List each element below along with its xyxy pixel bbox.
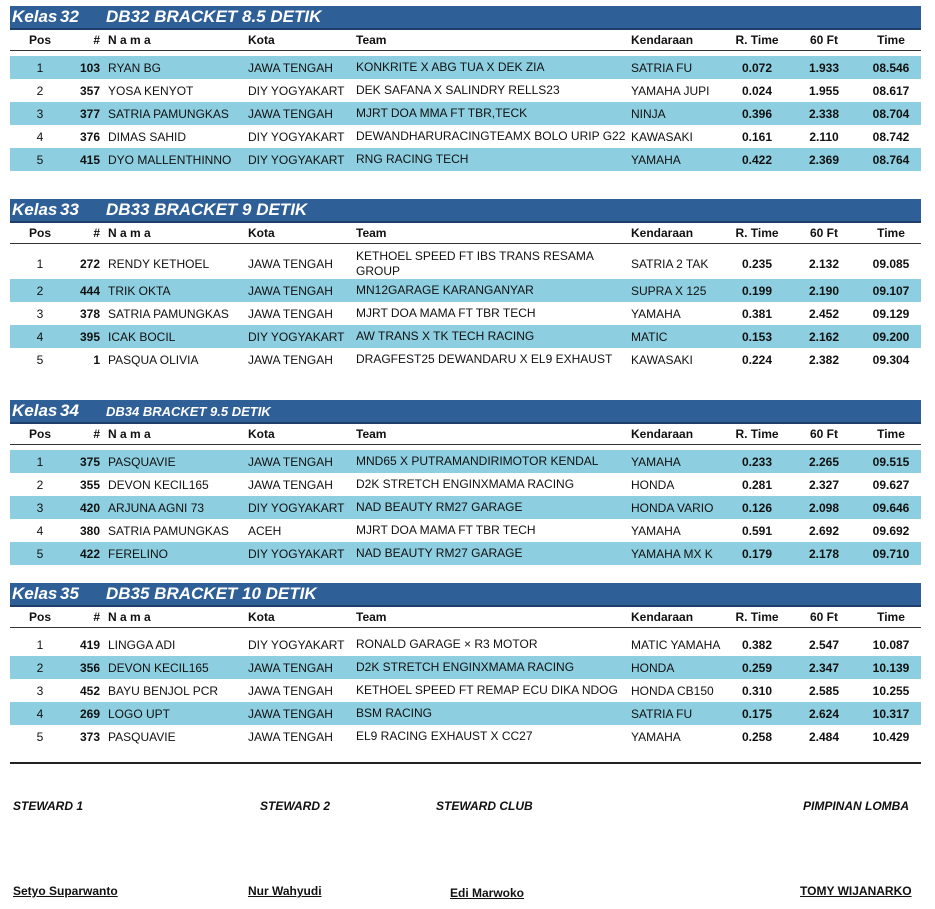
cell-pos: 2 — [36, 283, 44, 298]
signature-name-steward-2: Nur Wahyudi — [248, 884, 322, 898]
cell-tm: 09.085 — [872, 257, 910, 271]
column-header-team: Team — [356, 225, 387, 240]
cell-rt: 0.258 — [741, 729, 773, 744]
cell-pos: 4 — [36, 706, 44, 721]
cell-num: 356 — [79, 660, 100, 675]
signature-name-steward-club: Edi Marwoko — [450, 886, 525, 900]
column-header-rt: R. Time — [735, 610, 779, 624]
cell-rt: 0.175 — [741, 706, 773, 721]
column-header-nama: N a m a — [108, 226, 151, 240]
cell-num: 272 — [79, 257, 100, 271]
kelas-number: 35 — [60, 584, 79, 603]
cell-num: 444 — [79, 283, 100, 298]
cell-pos: 3 — [36, 106, 44, 121]
cell-kota: JAWA TENGAH — [248, 257, 333, 271]
cell-rt: 0.281 — [741, 477, 773, 492]
table-row — [10, 79, 921, 102]
kelas-number: 33 — [60, 200, 79, 219]
table-header — [10, 424, 921, 445]
cell-num: 269 — [79, 706, 100, 721]
table-row — [10, 473, 921, 496]
cell-nama: RYAN BG — [108, 60, 161, 75]
cell-rt: 0.310 — [741, 683, 773, 698]
cell-ft: 1.933 — [808, 60, 840, 75]
kelas-label: Kelas — [12, 584, 58, 603]
cell-kota: DIY YOGYAKART — [248, 129, 345, 144]
cell-tm: 09.710 — [872, 546, 910, 561]
cell-num: 378 — [79, 306, 100, 321]
table-row — [10, 56, 921, 79]
cell-team: MJRT DOA MAMA FT TBR TECH — [356, 523, 536, 537]
cell-ft: 2.162 — [808, 329, 840, 344]
cell-tm: 09.129 — [872, 306, 910, 321]
column-header-rt: R. Time — [735, 427, 779, 441]
cell-team: MND65 X PUTRAMANDIRIMOTOR KENDAL — [356, 454, 599, 468]
cell-kota: DIY YOGYAKART — [248, 637, 345, 652]
column-header-kota: Kota — [248, 427, 275, 441]
column-header-num: # — [93, 226, 100, 240]
cell-ft: 2.484 — [808, 729, 840, 744]
column-header-team: Team — [356, 426, 387, 441]
kelas-number: 32 — [60, 7, 79, 26]
cell-num: 375 — [79, 454, 100, 469]
column-header-nama: N a m a — [108, 610, 151, 624]
cell-tm: 08.742 — [872, 129, 910, 144]
cell-team: AW TRANS X TK TECH RACING — [356, 329, 535, 343]
cell-tm: 08.617 — [872, 83, 910, 98]
cell-kend: KAWASAKI — [631, 352, 693, 367]
cell-nama: FERELINO — [108, 546, 169, 561]
cell-nama: TRIK OKTA — [108, 283, 171, 298]
table-row — [10, 279, 921, 302]
cell-rt: 0.396 — [741, 106, 773, 121]
cell-tm: 08.704 — [872, 106, 910, 121]
cell-nama: SATRIA PAMUNGKAS — [108, 523, 229, 538]
cell-team: DEK SAFANA X SALINDRY RELLS23 — [356, 83, 560, 97]
class-title-bar — [10, 199, 921, 223]
cell-pos: 5 — [36, 352, 44, 367]
cell-nama: RENDY KETHOEL — [108, 257, 210, 271]
column-header-team: Team — [356, 32, 387, 47]
cell-kota: DIY YOGYAKART — [248, 500, 345, 515]
cell-kend: MATIC YAMAHA — [631, 637, 721, 652]
column-header-team: Team — [356, 609, 387, 624]
cell-rt: 0.224 — [741, 352, 773, 367]
cell-team: RONALD GARAGE × R3 MOTOR — [356, 637, 538, 651]
cell-rt: 0.072 — [741, 60, 773, 75]
column-header-num: # — [93, 427, 100, 441]
cell-rt: 0.381 — [741, 306, 773, 321]
cell-pos: 4 — [36, 129, 44, 144]
kelas-label: Kelas — [12, 7, 58, 26]
cell-ft: 2.347 — [808, 660, 840, 675]
cell-team: NAD BEAUTY RM27 GARAGE — [356, 546, 523, 560]
cell-pos: 3 — [36, 500, 44, 515]
cell-team: RNG RACING TECH — [356, 152, 469, 166]
cell-rt: 0.259 — [741, 660, 773, 675]
class-title: DB33 BRACKET 9 DETIK — [106, 200, 308, 219]
cell-team: DEWANDHARURACINGTEAMX BOLO URIP G22 — [356, 129, 626, 143]
cell-ft: 2.585 — [808, 683, 840, 698]
cell-nama: DYO MALLENTHINNO — [108, 152, 232, 167]
cell-tm: 10.429 — [872, 729, 910, 744]
cell-num: 103 — [79, 60, 100, 75]
cell-kota: JAWA TENGAH — [248, 454, 333, 469]
cell-pos: 3 — [36, 683, 44, 698]
cell-ft: 2.452 — [808, 306, 840, 321]
kelas-label: Kelas — [12, 200, 58, 219]
cell-num: 415 — [79, 152, 100, 167]
cell-tm: 10.087 — [872, 637, 910, 652]
cell-pos: 2 — [36, 660, 44, 675]
cell-team: MJRT DOA MMA FT TBR,TECK — [356, 106, 528, 120]
cell-kend: YAMAHA JUPI — [631, 83, 710, 98]
cell-pos: 1 — [36, 454, 44, 469]
cell-kota: JAWA TENGAH — [248, 683, 333, 698]
cell-num: 420 — [79, 500, 100, 515]
cell-rt: 0.382 — [741, 637, 773, 652]
cell-pos: 4 — [36, 523, 44, 538]
cell-pos: 1 — [36, 60, 44, 75]
class-section — [10, 583, 921, 748]
cell-nama: PASQUA OLIVIA — [108, 352, 199, 367]
cell-kend: NINJA — [631, 106, 666, 121]
cell-kend: YAMAHA — [631, 306, 681, 321]
cell-kend: HONDA — [631, 477, 675, 492]
table-row — [10, 725, 921, 748]
cell-pos: 5 — [36, 729, 44, 744]
column-header-pos: Pos — [28, 33, 51, 47]
cell-ft: 2.132 — [808, 257, 840, 271]
cell-kota: JAWA TENGAH — [248, 477, 333, 492]
cell-pos: 5 — [36, 152, 44, 167]
table-row — [10, 302, 921, 325]
cell-tm: 09.646 — [872, 500, 910, 515]
cell-kend: SATRIA FU — [631, 60, 693, 75]
cell-ft: 2.098 — [808, 500, 840, 515]
cell-tm: 09.304 — [872, 352, 910, 367]
kelas-label: Kelas — [12, 401, 58, 420]
table-header — [10, 223, 921, 244]
column-header-kota: Kota — [248, 33, 275, 47]
cell-num: 373 — [79, 729, 100, 744]
cell-team: BSM RACING — [356, 706, 433, 720]
cell-kend: HONDA — [631, 660, 675, 675]
cell-num: 419 — [79, 637, 100, 652]
cell-kota: JAWA TENGAH — [248, 106, 333, 121]
table-row — [10, 702, 921, 725]
cell-num: 376 — [79, 129, 100, 144]
cell-ft: 2.327 — [808, 477, 840, 492]
cell-nama: SATRIA PAMUNGKAS — [108, 306, 229, 321]
column-header-kota: Kota — [248, 610, 275, 624]
class-title: DB35 BRACKET 10 DETIK — [106, 584, 317, 603]
cell-kend: HONDA CB150 — [631, 683, 714, 698]
table-row — [10, 519, 921, 542]
cell-rt: 0.153 — [741, 329, 773, 344]
cell-ft: 2.624 — [808, 706, 840, 721]
cell-team: KONKRITE X ABG TUA X DEK ZIA — [356, 60, 545, 74]
cell-ft: 1.955 — [808, 83, 840, 98]
column-header-pos: Pos — [28, 610, 51, 624]
class-title: DB32 BRACKET 8.5 DETIK — [106, 7, 322, 26]
cell-tm: 08.764 — [872, 152, 910, 167]
cell-team: NAD BEAUTY RM27 GARAGE — [356, 500, 523, 514]
column-header-rt: R. Time — [735, 226, 779, 240]
cell-kota: JAWA TENGAH — [248, 729, 333, 744]
table-row — [10, 148, 921, 171]
column-header-nama: N a m a — [108, 427, 151, 441]
cell-num: 355 — [79, 477, 100, 492]
cell-ft: 2.178 — [808, 546, 840, 561]
cell-kota: DIY YOGYAKART — [248, 83, 345, 98]
class-title-bar — [10, 400, 921, 424]
cell-ft: 2.110 — [809, 129, 839, 144]
table-row — [10, 542, 921, 565]
cell-tm: 08.546 — [872, 60, 910, 75]
cell-pos: 4 — [36, 329, 44, 344]
cell-ft: 2.369 — [808, 152, 840, 167]
cell-kota: JAWA TENGAH — [248, 706, 333, 721]
cell-nama: DIMAS SAHID — [108, 129, 187, 144]
table-row — [10, 348, 921, 371]
table-row — [10, 450, 921, 473]
cell-team: EL9 RACING EXHAUST X CC27 — [356, 729, 533, 743]
cell-tm: 09.515 — [872, 454, 910, 469]
cell-tm: 09.200 — [872, 329, 910, 344]
class-title-bar — [10, 6, 921, 30]
cell-nama: BAYU BENJOL PCR — [108, 683, 219, 698]
table-header — [10, 30, 921, 51]
cell-pos: 3 — [36, 306, 44, 321]
column-header-nama: N a m a — [108, 33, 151, 47]
class-title: DB34 BRACKET 9.5 DETIK — [106, 403, 271, 419]
cell-nama: YOSA KENYOT — [108, 83, 194, 98]
cell-team: D2K STRETCH ENGINXMAMA RACING — [356, 660, 575, 674]
column-header-kend: Kendaraan — [631, 226, 694, 240]
cell-kota: JAWA TENGAH — [248, 352, 333, 367]
cell-nama: ICAK BOCIL — [108, 329, 176, 344]
table-row — [10, 656, 921, 679]
class-section — [10, 199, 921, 371]
cell-rt: 0.179 — [741, 546, 773, 561]
cell-pos: 2 — [36, 83, 44, 98]
cell-rt: 0.126 — [741, 500, 773, 515]
cell-rt: 0.235 — [741, 257, 773, 271]
cell-tm: 10.317 — [872, 706, 910, 721]
column-header-tm: Time — [877, 33, 905, 47]
signature-label-steward-club: STEWARD CLUB — [436, 799, 533, 813]
signature-label-pimpinan-lomba: PIMPINAN LOMBA — [803, 799, 909, 813]
cell-kend: YAMAHA — [631, 729, 681, 744]
cell-kota: ACEH — [248, 523, 282, 538]
cell-tm: 10.139 — [872, 660, 910, 675]
cell-kota: DIY YOGYAKART — [248, 329, 345, 344]
cell-tm: 10.255 — [872, 683, 910, 698]
footer-divider — [10, 762, 921, 764]
cell-kend: MATIC — [631, 329, 668, 344]
cell-nama: LINGGA ADI — [108, 637, 176, 652]
table-row — [10, 633, 921, 656]
cell-pos: 1 — [36, 637, 44, 652]
table-row — [10, 679, 921, 702]
cell-kota: JAWA TENGAH — [248, 283, 333, 298]
cell-num: 452 — [79, 683, 100, 698]
cell-nama: LOGO UPT — [108, 706, 171, 721]
cell-kota: JAWA TENGAH — [248, 60, 333, 75]
column-header-ft: 60 Ft — [809, 610, 838, 624]
cell-kend: KAWASAKI — [631, 129, 693, 144]
cell-kend: YAMAHA MX K — [631, 546, 713, 561]
cell-num: 357 — [79, 83, 100, 98]
cell-kota: JAWA TENGAH — [248, 660, 333, 675]
cell-ft: 2.382 — [808, 352, 840, 367]
cell-rt: 0.233 — [741, 454, 773, 469]
cell-rt: 0.161 — [741, 129, 773, 144]
cell-nama: SATRIA PAMUNGKAS — [108, 106, 229, 121]
column-header-pos: Pos — [28, 427, 51, 441]
column-header-kota: Kota — [248, 226, 275, 240]
cell-nama: DEVON KECIL165 — [108, 660, 209, 675]
cell-team: MN12GARAGE KARANGANYAR — [356, 283, 534, 297]
cell-ft: 2.190 — [808, 283, 840, 298]
cell-kota: JAWA TENGAH — [248, 306, 333, 321]
table-row — [10, 125, 921, 148]
table-row — [10, 496, 921, 519]
signature-label-steward-2: STEWARD 2 — [260, 799, 331, 813]
column-header-ft: 60 Ft — [809, 427, 838, 441]
column-header-tm: Time — [877, 610, 905, 624]
cell-num: 395 — [79, 329, 100, 344]
signature-name-steward-1: Setyo Suparwanto — [13, 884, 118, 898]
cell-num: 380 — [79, 523, 100, 538]
column-header-pos: Pos — [28, 226, 51, 240]
cell-kota: DIY YOGYAKART — [248, 546, 345, 561]
column-header-ft: 60 Ft — [809, 33, 838, 47]
cell-team: KETHOEL SPEED FT REMAP ECU DIKA NDOG — [356, 683, 618, 697]
cell-kend: YAMAHA — [631, 523, 681, 538]
table-row — [10, 102, 921, 125]
cell-ft: 2.338 — [808, 106, 840, 121]
cell-pos: 5 — [36, 546, 44, 561]
cell-nama: PASQUAVIE — [108, 454, 176, 469]
column-header-kend: Kendaraan — [631, 427, 694, 441]
cell-team: KETHOEL SPEED FT IBS TRANS RESAMA GROUP — [356, 249, 594, 278]
column-header-kend: Kendaraan — [631, 610, 694, 624]
cell-rt: 0.024 — [741, 83, 773, 98]
cell-nama: DEVON KECIL165 — [108, 477, 209, 492]
cell-ft: 2.547 — [808, 637, 840, 652]
cell-pos: 1 — [36, 257, 44, 271]
signature-label-steward-1: STEWARD 1 — [13, 799, 84, 813]
cell-kend: HONDA VARIO — [631, 500, 714, 515]
signature-name-pimpinan-lomba: TOMY WIJANARKO — [800, 884, 912, 898]
cell-kend: SUPRA X 125 — [631, 283, 707, 298]
class-section — [10, 6, 921, 171]
cell-num: 422 — [79, 546, 100, 561]
cell-nama: ARJUNA AGNI 73 — [108, 500, 205, 515]
kelas-number: 34 — [60, 401, 79, 420]
cell-num: 377 — [79, 106, 100, 121]
cell-kend: YAMAHA — [631, 454, 681, 469]
cell-team: DRAGFEST25 DEWANDARU X EL9 EXHAUST — [356, 352, 613, 366]
cell-rt: 0.422 — [741, 152, 773, 167]
cell-tm: 09.627 — [872, 477, 910, 492]
cell-kend: SATRIA FU — [631, 706, 693, 721]
cell-tm: 09.692 — [872, 523, 910, 538]
cell-pos: 2 — [36, 477, 44, 492]
column-header-kend: Kendaraan — [631, 33, 694, 47]
cell-kend: YAMAHA — [631, 152, 681, 167]
cell-ft: 2.265 — [808, 454, 840, 469]
table-header — [10, 607, 921, 628]
cell-num: 1 — [93, 352, 100, 367]
table-row — [10, 325, 921, 348]
cell-rt: 0.591 — [741, 523, 773, 538]
cell-nama: PASQUAVIE — [108, 729, 176, 744]
column-header-tm: Time — [877, 427, 905, 441]
class-title-bar — [10, 583, 921, 607]
column-header-rt: R. Time — [735, 33, 779, 47]
table-row — [10, 249, 921, 279]
cell-rt: 0.199 — [741, 283, 773, 298]
column-header-ft: 60 Ft — [809, 226, 838, 240]
class-section — [10, 400, 921, 565]
column-header-tm: Time — [877, 226, 905, 240]
column-header-num: # — [93, 33, 100, 47]
column-header-num: # — [93, 610, 100, 624]
cell-team: MJRT DOA MAMA FT TBR TECH — [356, 306, 536, 320]
cell-ft: 2.692 — [808, 523, 840, 538]
cell-kota: DIY YOGYAKART — [248, 152, 345, 167]
cell-team: D2K STRETCH ENGINXMAMA RACING — [356, 477, 575, 491]
cell-kend: SATRIA 2 TAK — [631, 257, 709, 271]
cell-tm: 09.107 — [872, 283, 910, 298]
